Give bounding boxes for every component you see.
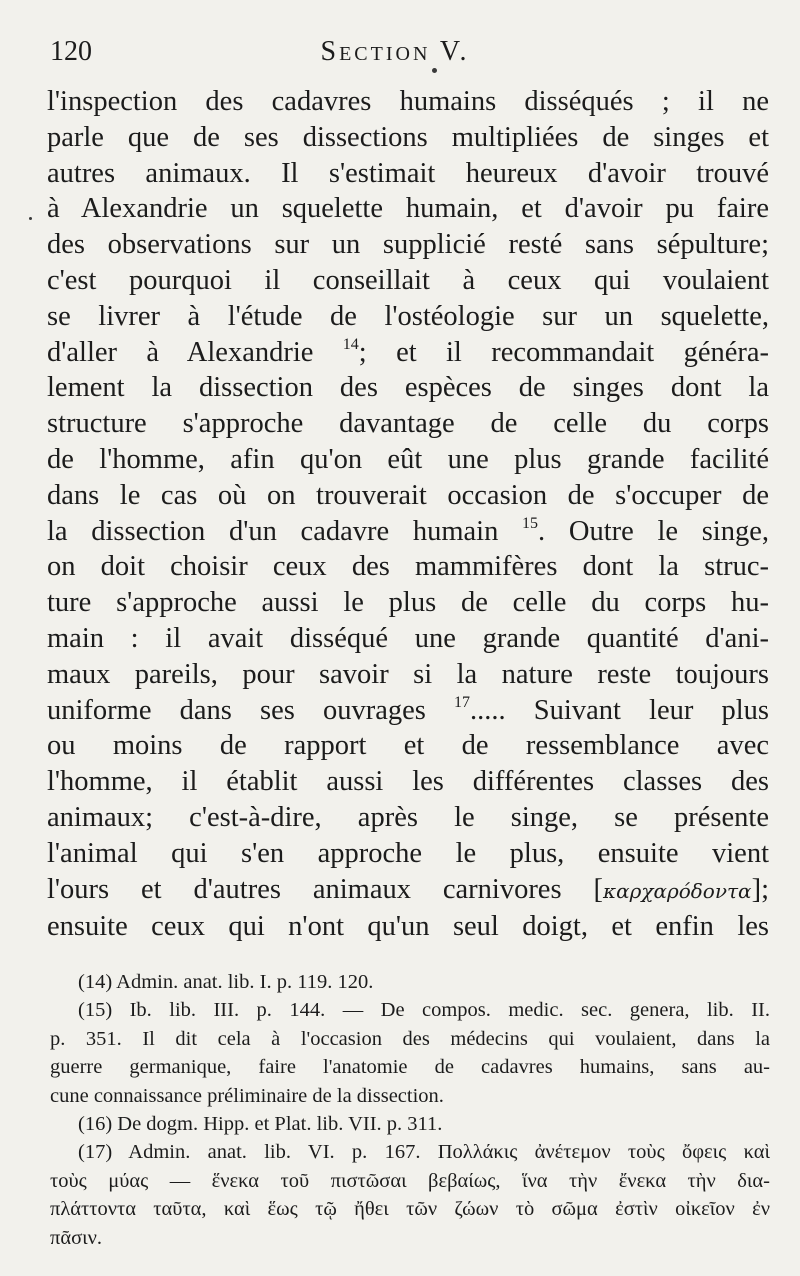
text-segment: ensuite ceux qui n'ont qu'un seul doigt, et enfin les xyxy=(47,911,769,943)
text-line xyxy=(47,335,769,371)
text-segment: lement la dissection des espèces de singes dont la xyxy=(47,372,769,404)
footnotes xyxy=(50,968,770,1252)
text-segment: à Alexandrie un squelette humain, et d'avoir pu faire xyxy=(47,193,769,225)
footnote-reference: 17 xyxy=(454,693,471,711)
text-segment: . Outre le singe, xyxy=(538,515,770,547)
footnote-reference: 15 xyxy=(522,514,539,532)
text-line xyxy=(47,728,769,764)
footnote-line: guerre germanique, faire l'anatomie de cadavres humains, sans au- xyxy=(50,1056,770,1079)
text-segment: animaux; c'est-à-dire, après le singe, se présente xyxy=(47,801,769,833)
text-segment: on doit choisir ceux des mammifères dont la struc- xyxy=(47,551,769,583)
footnote-line: πᾶσιν. xyxy=(50,1226,103,1249)
text-line xyxy=(47,514,769,550)
text-line xyxy=(47,836,769,872)
text-line xyxy=(47,191,769,227)
footnote-reference: 14 xyxy=(342,335,359,353)
text-line xyxy=(47,299,769,335)
text-segment: dans le cas où on trouverait occasion de s'occuper de xyxy=(47,479,769,511)
page-header xyxy=(50,36,740,76)
footnote-line: cune connaissance préliminaire de la dissection. xyxy=(50,1084,444,1107)
text-line xyxy=(47,227,769,263)
text-segment: autres animaux. Il s'estimait heureux d'avoir trouvé xyxy=(47,157,769,189)
text-segment: l'homme, il établit aussi les différentes classes des xyxy=(47,766,769,798)
text-segment: ..... Suivant leur plus xyxy=(470,694,770,726)
text-line xyxy=(47,156,769,192)
text-line xyxy=(47,585,769,621)
footnote-line: (17) Admin. anat. lib. VI. p. 167. Πολλάκις ἀνέτεμον τοὺς ὄφεις καὶ xyxy=(78,1141,770,1164)
footnote-line: (14) Admin. anat. lib. I. p. 119. 120. xyxy=(78,971,374,993)
text-line xyxy=(47,657,769,693)
page-number: 120 xyxy=(50,36,92,67)
text-line xyxy=(47,693,769,729)
text-segment: ou moins de rapport et de ressemblance avec xyxy=(47,730,769,762)
text-segment: l'inspection des cadavres humains disséqués ; il ne xyxy=(47,86,769,117)
text-line xyxy=(47,800,769,836)
text-segment: d'aller à Alexandrie xyxy=(47,336,343,368)
ink-speck xyxy=(29,217,32,220)
footnote-line: πλάττοντα ταῦτα, καὶ ἕως τῷ ἤθει τῶν ζώων τὸ σῶμα ἐστὶν οἰκεῖον ἐν xyxy=(50,1198,770,1221)
text-line xyxy=(47,909,769,945)
footnote-line: (15) Ib. lib. III. p. 144. — De compos. medic. sec. genera, lib. II. xyxy=(78,999,770,1022)
text-segment: l'animal qui s'en approche le plus, ensuite vient xyxy=(47,837,769,869)
text-segment: ]; xyxy=(751,873,769,905)
text-line xyxy=(47,478,769,514)
text-segment: uniforme dans ses ouvrages xyxy=(47,694,455,726)
text-segment: maux pareils, pour savoir si la nature reste toujours xyxy=(47,658,769,690)
footnote-line: (16) De dogm. Hipp. et Plat. lib. VII. p. 311. xyxy=(78,1113,443,1136)
text-segment: de l'homme, afin qu'on eût une plus grande facilité xyxy=(47,443,769,475)
text-line xyxy=(47,120,769,156)
text-line xyxy=(47,406,769,442)
text-segment: main : il avait disséqué une grande quantité d'ani- xyxy=(47,622,769,654)
text-segment: c'est pourquoi il conseillait à ceux qui voulaient xyxy=(47,264,769,296)
text-segment: des observations sur un supplicié resté sans sépulture; xyxy=(47,229,769,261)
text-segment: se livrer à l'étude de l'ostéologie sur un squelette, xyxy=(47,300,769,332)
text-segment: l'ours et d'autres animaux carnivores [ xyxy=(47,873,603,905)
running-head: Section V. xyxy=(320,36,470,67)
text-segment: structure s'approche davantage de celle du corps xyxy=(47,408,769,440)
text-line xyxy=(47,442,769,478)
text-segment: la dissection d'un cadavre humain xyxy=(47,515,523,547)
ink-speck xyxy=(432,68,437,73)
footnote-line: τοὺς μύας — ἕνεκα τοῦ πιστῶσαι βεβαίως, ἵνα τὴν ἔνεκα τὴν δια- xyxy=(50,1169,770,1192)
text-line xyxy=(47,84,769,120)
text-line xyxy=(47,621,769,657)
text-line xyxy=(47,549,769,585)
text-line xyxy=(47,370,769,406)
text-line xyxy=(47,764,769,800)
greek-term: καρχαρόδοντα xyxy=(602,878,752,903)
text-line xyxy=(47,872,769,910)
body-text xyxy=(47,84,769,945)
text-segment: ture s'approche aussi le plus de celle du corps hu- xyxy=(47,587,769,619)
text-line xyxy=(47,263,769,299)
text-segment: ; et il recommandait généra- xyxy=(358,336,770,368)
text-segment: parle que de ses dissections multipliées de singes et xyxy=(47,121,769,153)
footnote-line: p. 351. Il dit cela à l'occasion des médecins qui voulaient, dans la xyxy=(50,1027,770,1050)
